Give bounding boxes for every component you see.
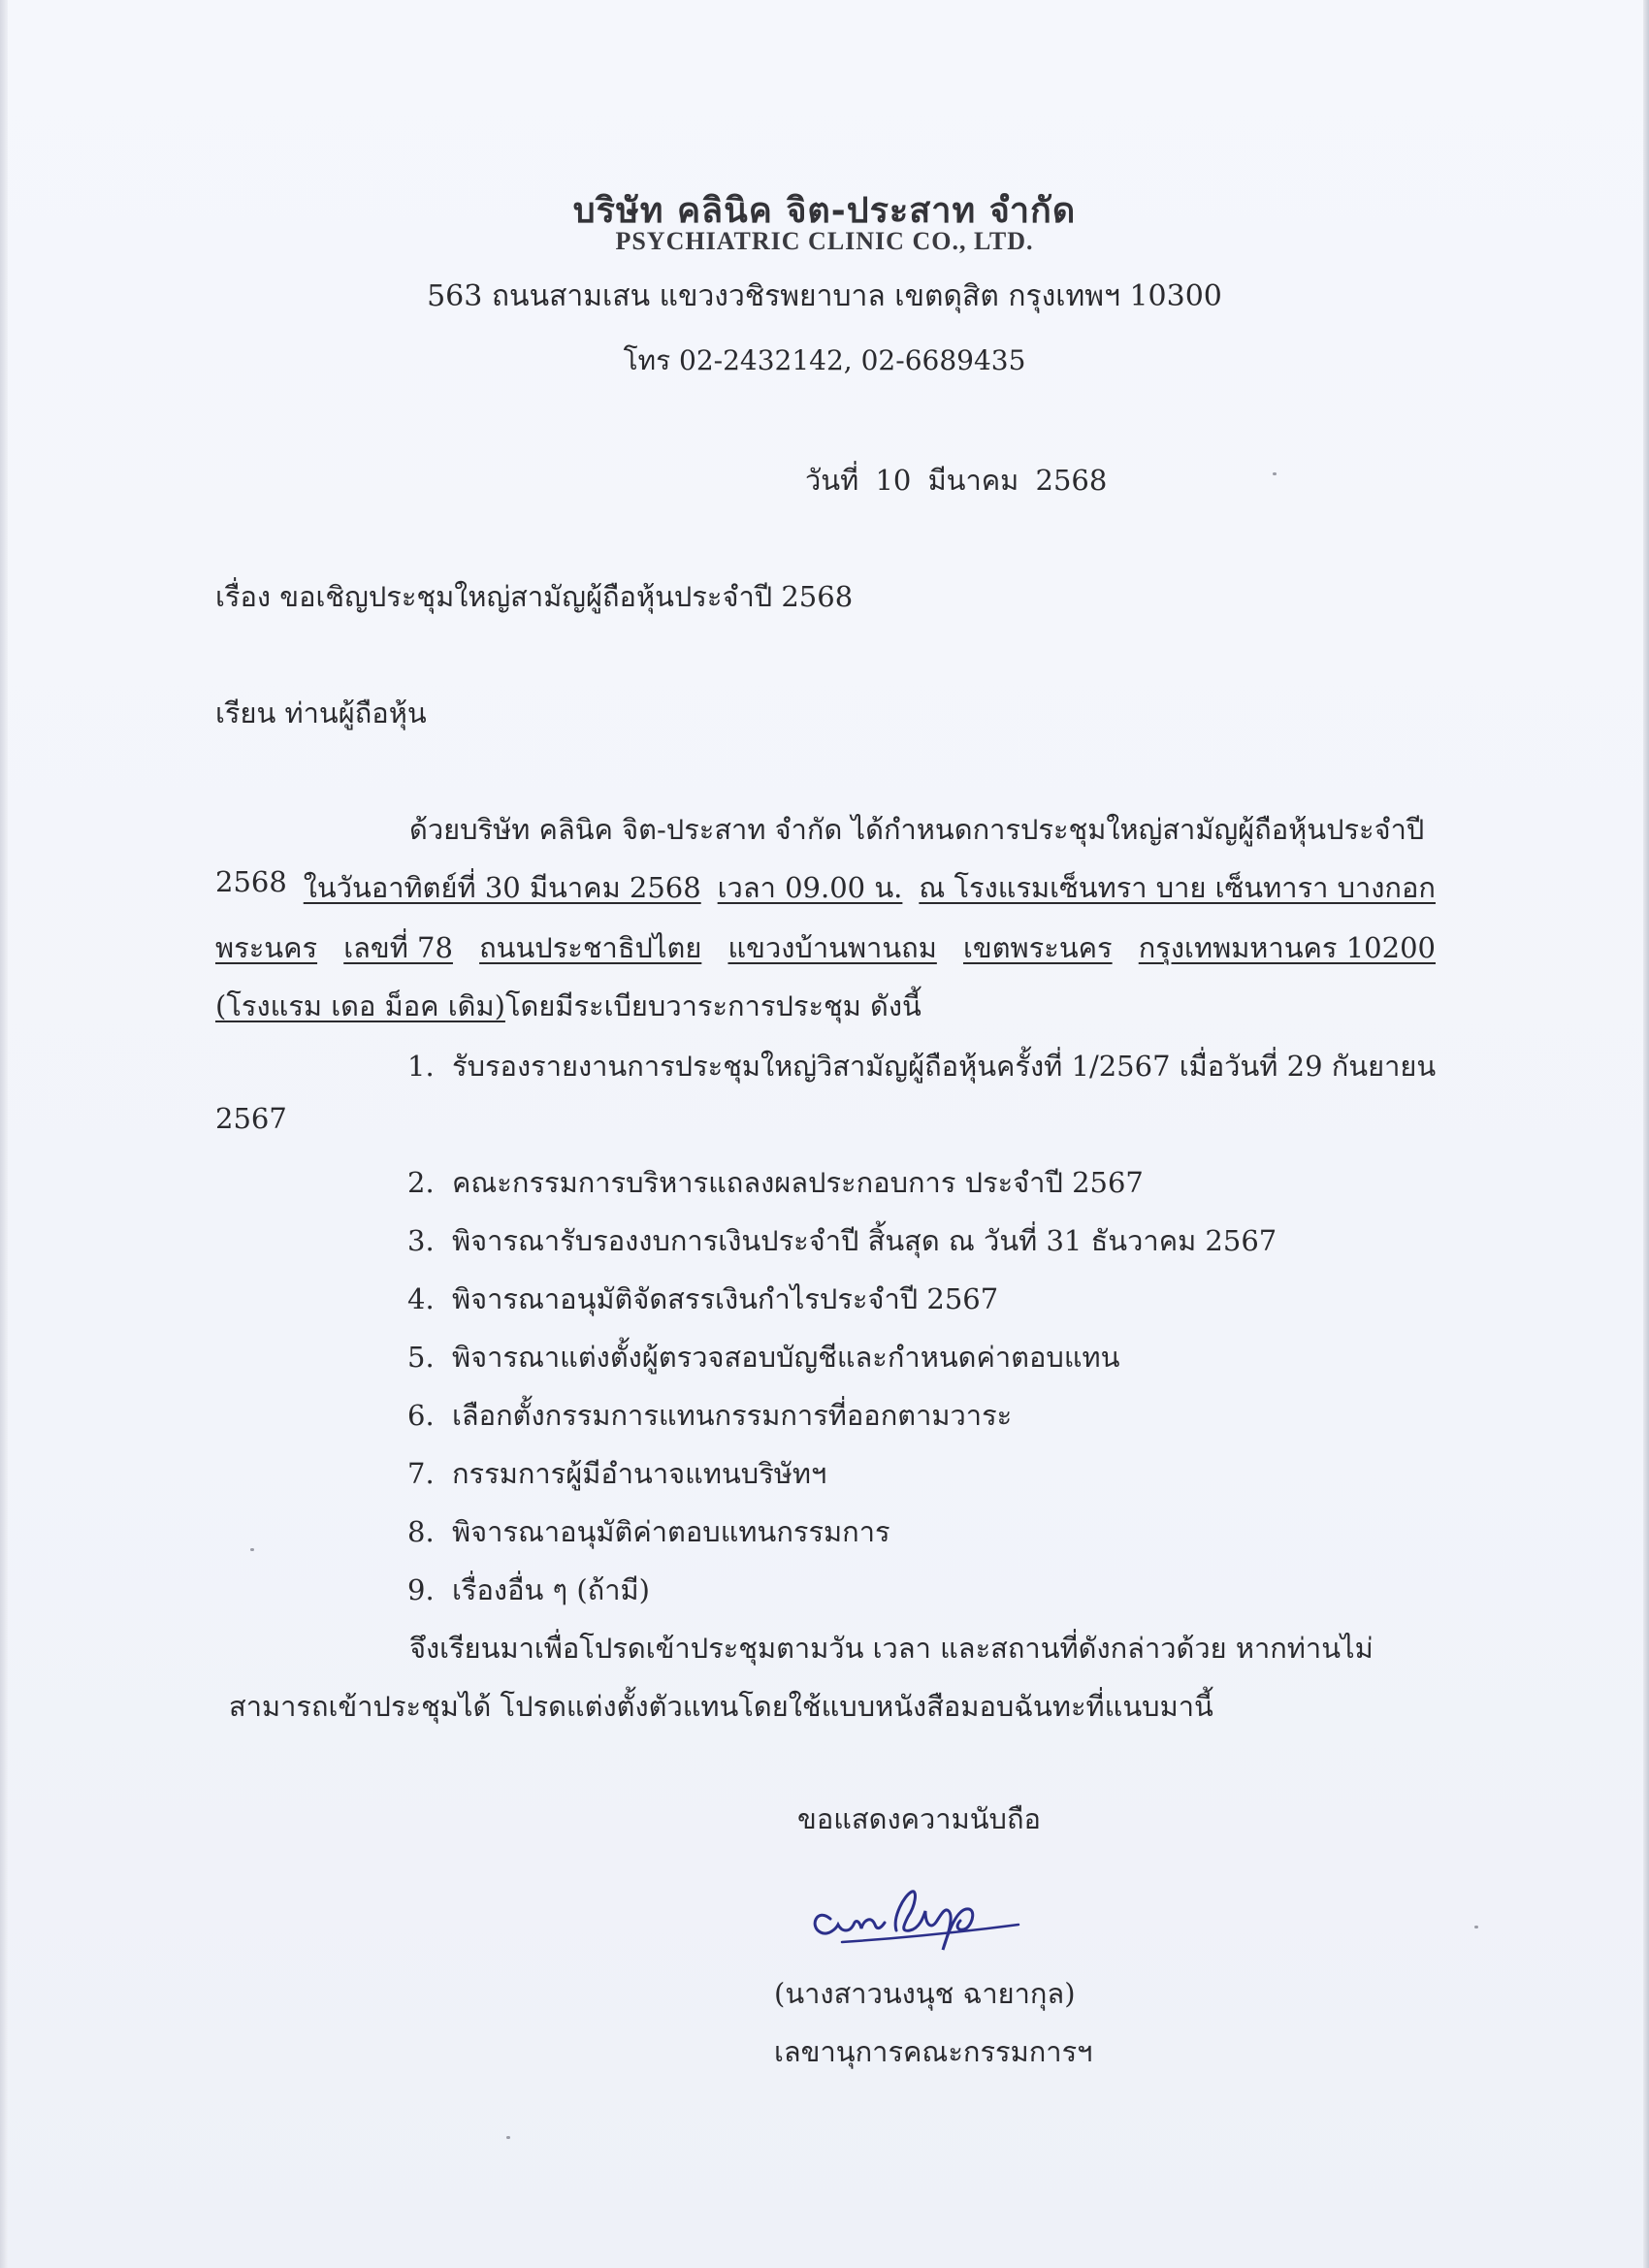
agenda-text: กรรมการผู้มีอำนาจแทนบริษัทฯ: [452, 1457, 827, 1490]
meeting-time: เวลา 09.00 น.: [717, 871, 903, 904]
agenda-text: พิจารณาอนุมัติค่าตอบแทนกรรมการ: [452, 1515, 890, 1548]
scan-speck: [250, 1548, 254, 1551]
body-line-4-rest: โดยมีระเบียบวาระการประชุม ดังนี้: [504, 989, 922, 1022]
venue-number: เลขที่ 78: [343, 931, 453, 964]
venue-road: ถนนประชาธิปไตย: [479, 931, 702, 964]
agenda-item: [407, 1335, 1119, 1379]
body-line-2: [215, 865, 1436, 910]
agenda-item: [407, 1160, 1144, 1205]
body-line-1-text: ด้วยบริษัท คลินิค จิต-ประสาท จำกัด ได้กำหนดการประชุมใหญ่สามัญผู้ถือหุ้นประจำปี: [409, 813, 1425, 846]
company-name-thai: บริษัท คลินิค จิต-ประสาท จำกัด: [572, 191, 1077, 231]
agenda-number: 3.: [407, 1224, 435, 1257]
conclusion-line-2: สามารถเข้าประชุมได้ โปรดแต่งตั้งตัวแทนโดยใช้แบบหนังสือมอบฉันทะที่แนบมานี้: [229, 1690, 1213, 1723]
company-address: 563 ถนนสามเสน แขวงวชิรพยาบาล เขตดุสิต กรุงเทพฯ 10300: [427, 279, 1222, 313]
signer-name: (นางสาวนงนุช ฉายากุล): [774, 1977, 1076, 2010]
agenda-item: [407, 1451, 826, 1496]
venue-khet: เขตพระนคร: [962, 931, 1113, 964]
company-phone: โทร 02-2432142, 02-6689435: [623, 344, 1026, 376]
agenda-number: 9.: [407, 1573, 435, 1606]
signer-title: เลขานุการคณะกรรมการฯ: [774, 2035, 1093, 2068]
body-line-3: [215, 925, 1436, 970]
agenda-text: พิจารณาแต่งตั้งผู้ตรวจสอบบัญชีและกำหนดค่าตอบแทน: [452, 1341, 1120, 1374]
conclusion-line-1: จึงเรียนมาเพื่อโปรดเข้าประชุมตามวัน เวลา และสถานที่ดังกล่าวด้วย หากท่านไม่: [409, 1632, 1374, 1665]
venue-former-name: (โรงแรม เดอ ม็อค เดิม): [215, 989, 505, 1022]
scan-speck: [1273, 472, 1277, 475]
agenda-number: 1.: [407, 1050, 435, 1083]
body-line-4: [215, 984, 1436, 1028]
body-year: 2568: [215, 865, 287, 898]
venue-province: กรุงเทพมหานคร 10200: [1138, 931, 1436, 964]
scan-speck: [1474, 1926, 1478, 1928]
agenda-number: 8.: [407, 1515, 435, 1548]
agenda-number: 6.: [407, 1399, 435, 1432]
agenda-text: รับรองรายงานการประชุมใหญ่วิสามัญผู้ถือหุ้นครั้งที่ 1/2567 เมื่อวันที่ 29 กันยายน: [452, 1050, 1437, 1083]
letter-date: วันที่ 10 มีนาคม 2568: [805, 464, 1108, 497]
signature: [803, 1882, 1036, 1963]
agenda-text: พิจารณารับรองงบการเงินประจำปี สิ้นสุด ณ วันที่ 31 ธันวาคม 2567: [452, 1224, 1277, 1257]
signature-scribble: [803, 1882, 1036, 1960]
agenda-number: 7.: [407, 1457, 435, 1490]
agenda-item: [407, 1277, 998, 1321]
agenda-text: เรื่องอื่น ๆ (ถ้ามี): [452, 1573, 650, 1606]
agenda-text: คณะกรรมการบริหารแถลงผลประกอบการ ประจำปี 2567: [452, 1166, 1144, 1199]
venue-district: พระนคร: [215, 931, 318, 964]
meeting-date: ในวันอาทิตย์ที่ 30 มีนาคม 2568: [303, 871, 701, 904]
meeting-venue: ณ โรงแรมเซ็นทรา บาย เซ็นทารา บางกอก: [919, 871, 1436, 904]
agenda-item: [407, 1568, 650, 1612]
company-name-english: PSYCHIATRIC CLINIC CO., LTD.: [615, 227, 1034, 255]
agenda-number: 5.: [407, 1341, 435, 1374]
venue-subdistrict: แขวงบ้านพานถม: [728, 931, 937, 964]
letter-subject: เรื่อง ขอเชิญประชุมใหญ่สามัญผู้ถือหุ้นประจำปี 2568: [215, 580, 854, 613]
agenda-item: [407, 1509, 890, 1554]
closing-phrase: ขอแสดงความนับถือ: [797, 1802, 1041, 1835]
agenda-continuation: 2567: [215, 1102, 287, 1135]
agenda-item: [407, 1393, 1012, 1438]
agenda-text: พิจารณาอนุมัติจัดสรรเงินกำไรประจำปี 2567: [452, 1282, 999, 1315]
agenda-number: 2.: [407, 1166, 435, 1199]
agenda-text: เลือกตั้งกรรมการแทนกรรมการที่ออกตามวาระ: [452, 1399, 1013, 1432]
letter-recipient: เรียน ท่านผู้ถือหุ้น: [215, 697, 427, 729]
scan-speck: [506, 2136, 510, 2139]
agenda-item: [407, 1218, 1277, 1263]
agenda-item: [407, 1044, 1436, 1088]
agenda-number: 4.: [407, 1282, 435, 1315]
body-line-1: [215, 807, 1436, 852]
